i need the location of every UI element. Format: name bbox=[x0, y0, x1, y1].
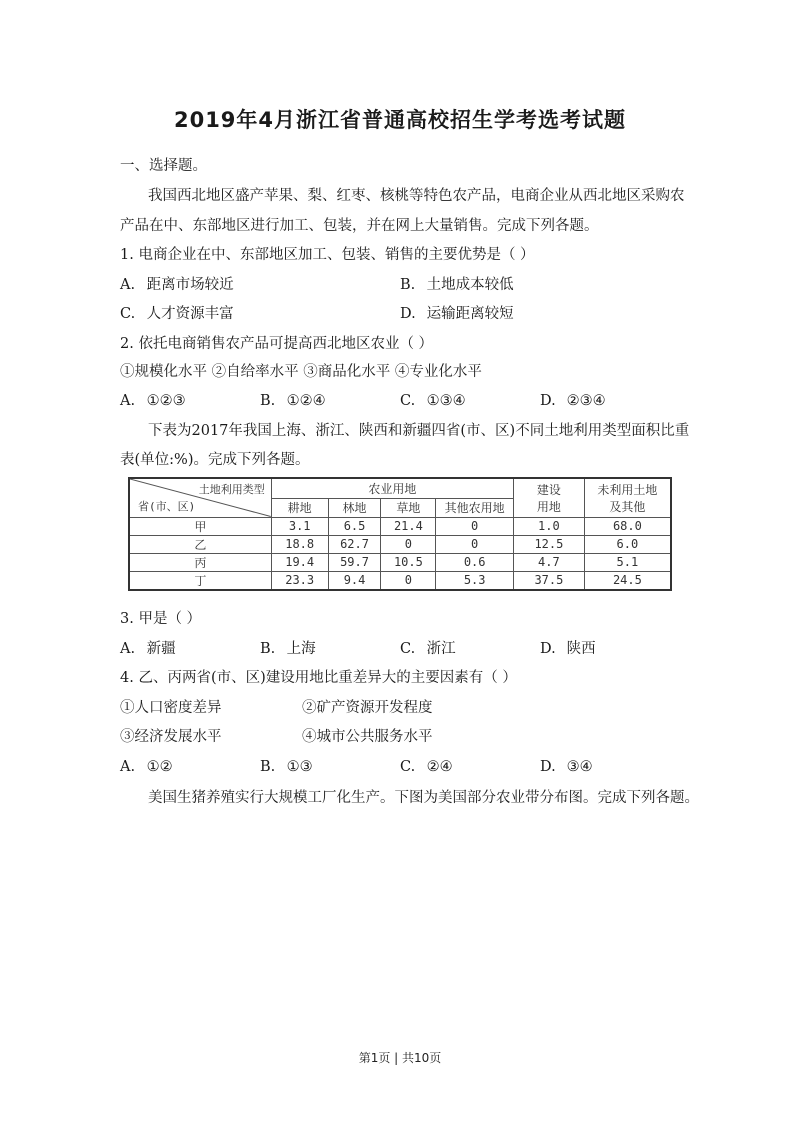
q2-items: ①规模化水平 ②自给率水平 ③商品化水平 ④专业化水平 bbox=[120, 364, 482, 380]
q1-option-d: D. 运输距离较短 bbox=[400, 306, 514, 322]
table-cell: 5.3 bbox=[436, 571, 514, 590]
table-cell: 12.5 bbox=[514, 535, 585, 553]
q4-option-d: D. ③④ bbox=[540, 759, 593, 775]
table-row bbox=[129, 553, 671, 571]
table-cell: 62.7 bbox=[328, 535, 381, 553]
table-cell: 24.5 bbox=[584, 571, 671, 590]
q4-item-3: ③经济发展水平 bbox=[120, 729, 222, 745]
corner-top-label: 土地利用类型 bbox=[198, 483, 265, 496]
table-cell: 21.4 bbox=[381, 517, 436, 535]
q3-option-d: D. 陕西 bbox=[540, 641, 596, 657]
q3-stem: 3. 甲是（ ） bbox=[120, 611, 202, 627]
table-cell: 0 bbox=[436, 535, 514, 553]
q2-option-a: A. ①②③ bbox=[120, 393, 186, 409]
table-cell: 10.5 bbox=[381, 553, 436, 571]
row-name: 乙 bbox=[129, 535, 271, 553]
q2-option-c: C. ①③④ bbox=[400, 393, 466, 409]
q3-option-a: A. 新疆 bbox=[120, 641, 176, 657]
col-header: 林地 bbox=[328, 498, 381, 517]
table-cell: 0 bbox=[436, 517, 514, 535]
table-cell: 9.4 bbox=[328, 571, 381, 590]
table-cell: 37.5 bbox=[514, 571, 585, 590]
table-row bbox=[129, 571, 671, 590]
row-name: 丁 bbox=[129, 571, 271, 590]
intro1-line2: 产品在中、东部地区进行加工、包装，并在网上大量销售。完成下列各题。 bbox=[120, 218, 599, 234]
page-title: 2019年4月浙江省普通高校招生学考选考试题 bbox=[173, 108, 627, 132]
table-cell: 4.7 bbox=[514, 553, 585, 571]
intro3: 美国生猪养殖实行大规模工厂化生产。下图为美国部分农业带分布图。完成下列各题。 bbox=[148, 790, 699, 806]
table-corner-cell bbox=[129, 478, 271, 517]
intro1-line1: 我国西北地区盛产苹果、梨、红枣、核桃等特色农产品，电商企业从西北地区采购农 bbox=[148, 188, 685, 204]
table-cell: 19.4 bbox=[271, 553, 328, 571]
intro2-line1: 下表为2017年我国上海、浙江、陕西和新疆四省(市、区)不同土地利用类型面积比重 bbox=[148, 423, 690, 439]
table-row bbox=[129, 517, 671, 535]
table-cell: 18.8 bbox=[271, 535, 328, 553]
table-row bbox=[129, 535, 671, 553]
table-cell: 0 bbox=[381, 535, 436, 553]
q2-stem: 2. 依托电商销售农产品可提高西北地区农业（ ） bbox=[120, 336, 434, 352]
intro2-line2: 表(单位:%)。完成下列各题。 bbox=[120, 452, 310, 468]
col-header: 耕地 bbox=[271, 498, 328, 517]
agri-group-header: 农业用地 bbox=[271, 478, 513, 498]
unused-land-header: 未利用土地 及其他 bbox=[584, 478, 671, 517]
corner-bottom-label: 省(市、区) bbox=[138, 499, 196, 513]
q2-option-d: D. ②③④ bbox=[540, 393, 606, 409]
table-cell: 23.3 bbox=[271, 571, 328, 590]
build-land-header: 建设 用地 bbox=[514, 478, 585, 517]
q4-option-b: B. ①③ bbox=[260, 759, 313, 775]
table-cell: 59.7 bbox=[328, 553, 381, 571]
col-header: 草地 bbox=[381, 498, 436, 517]
q1-option-c: C. 人才资源丰富 bbox=[120, 306, 234, 322]
col-header: 其他农用地 bbox=[436, 498, 514, 517]
land-use-table bbox=[128, 477, 672, 591]
q3-option-c: C. 浙江 bbox=[400, 641, 456, 657]
row-name: 丙 bbox=[129, 553, 271, 571]
q1-stem: 1. 电商企业在中、东部地区加工、包装、销售的主要优势是（ ） bbox=[120, 247, 535, 263]
q1-option-a: A. 距离市场较近 bbox=[120, 277, 234, 293]
table-cell: 0 bbox=[381, 571, 436, 590]
table-cell: 6.5 bbox=[328, 517, 381, 535]
q1-option-b: B. 土地成本较低 bbox=[400, 277, 514, 293]
q4-stem: 4. 乙、丙两省(市、区)建设用地比重差异大的主要因素有（ ） bbox=[120, 670, 517, 686]
q4-option-a: A. ①② bbox=[120, 759, 173, 775]
q3-option-b: B. 上海 bbox=[260, 641, 316, 657]
table-cell: 3.1 bbox=[271, 517, 328, 535]
q4-item-1: ①人口密度差异 bbox=[120, 700, 222, 716]
q4-item-4: ④城市公共服务水平 bbox=[302, 729, 433, 745]
section-heading: 一、选择题。 bbox=[120, 158, 207, 174]
table-cell: 6.0 bbox=[584, 535, 671, 553]
table-cell: 68.0 bbox=[584, 517, 671, 535]
table-cell: 0.6 bbox=[436, 553, 514, 571]
q2-option-b: B. ①②④ bbox=[260, 393, 326, 409]
table-cell: 1.0 bbox=[514, 517, 585, 535]
q4-item-2: ②矿产资源开发程度 bbox=[302, 700, 433, 716]
table-cell: 5.1 bbox=[584, 553, 671, 571]
q4-option-c: C. ②④ bbox=[400, 759, 453, 775]
row-name: 甲 bbox=[129, 517, 271, 535]
page-footer: 第1页 | 共10页 bbox=[358, 1051, 442, 1065]
